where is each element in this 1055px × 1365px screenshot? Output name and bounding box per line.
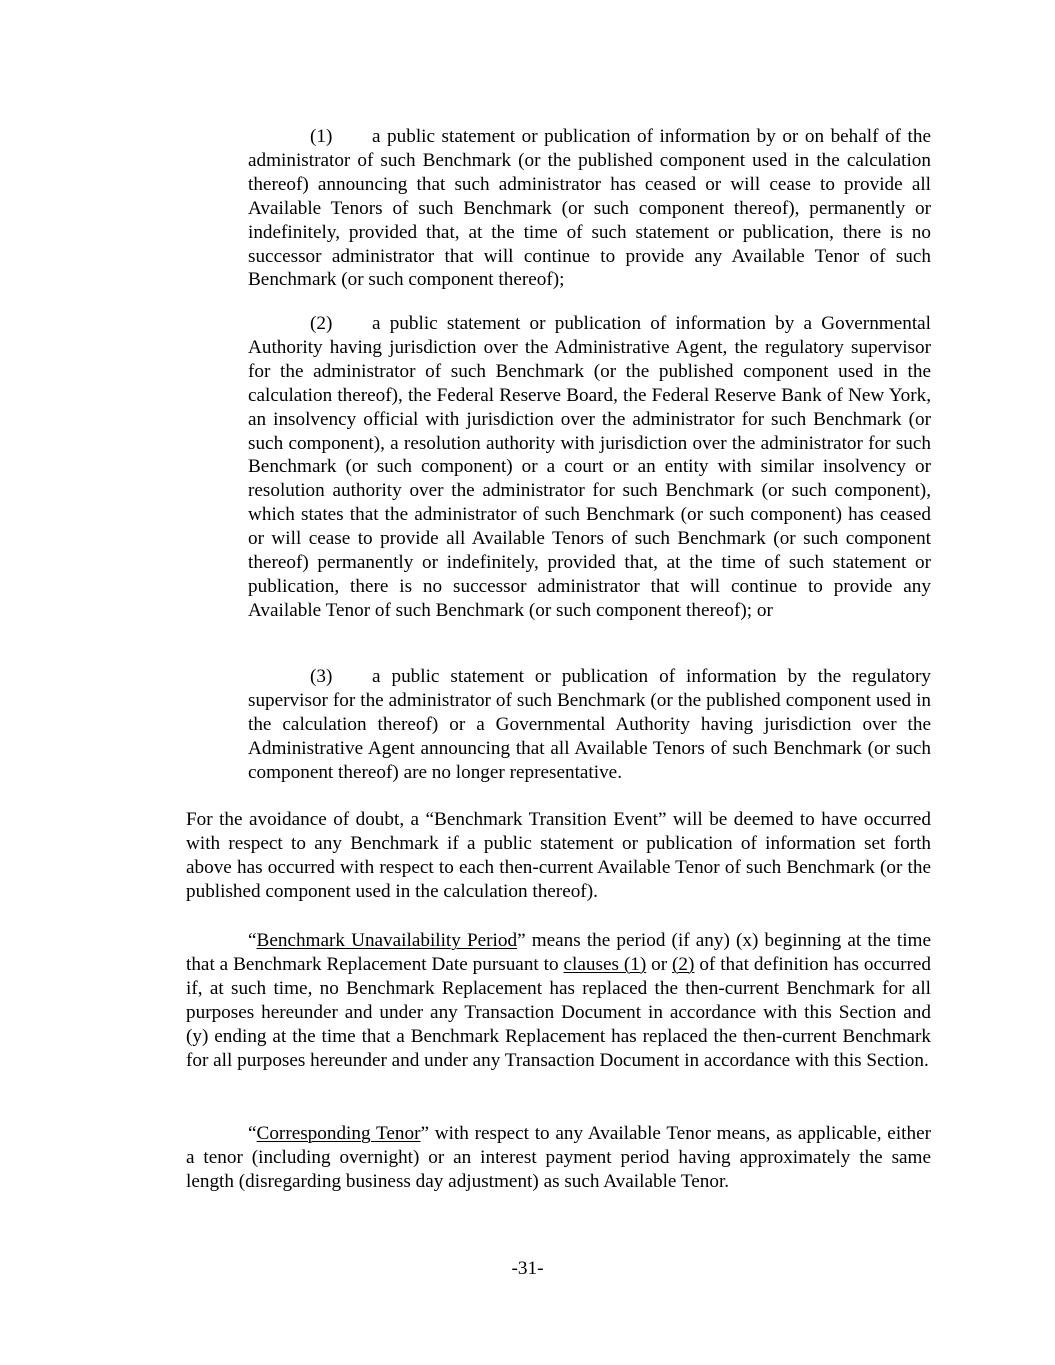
defined-term: Benchmark Unavailability Period [256, 930, 518, 951]
clause-text: a public statement or publication of information by or on behalf of the administrator of such Benchmark (or the published component used in the calculation thereof) announcing that such administrator has ceased or will cease to provide all Available Tenors of such Benchmark (or such component thereof), permanently or indefinitely, provided that, at the time of such statement or publication, there is no successor administrator that will continue to provide any Available Tenor of such Benchmark (or such component thereof); [248, 126, 931, 291]
clause-reference: (2) [672, 953, 695, 975]
definition-corresponding-tenor [186, 1122, 931, 1194]
definition-text: of that definition has occurred if, at such time, no Benchmark Replacement has replaced the then-current Benchmark for all purposes hereunder and under any Transaction Document in accordance with this Section and (y) ending at the time that a Benchmark Replacement has replaced the then-current Benchmark for all purposes hereunder and under any Transaction Document in accordance with this Section. [186, 953, 932, 1071]
open-quote: “ [248, 1123, 257, 1144]
definition-text: ” with respect to any Available Tenor means, as applicable, either a tenor (including overnight) or an interest payment period having approximately the same length (disregarding business day adjustment) as such Available Tenor. [186, 1123, 931, 1192]
definition-text: or [646, 953, 673, 975]
clause-text: a public statement or publication of information by a Governmental Authority having jurisdiction over the Administrative Agent, the regulatory supervisor for the administrator of such Benchmark (or the published component used in the calculation thereof), the Federal Reserve Board, the Federal Reserve Bank of New York, an insolvency official with jurisdiction over the administrator for such Benchmark (or such component), a resolution authority with jurisdiction over the administrator for such Benchmark (or such component) or a court or an entity with similar insolvency or resolution authority over the administrator for such Benchmark (or such component), which states that the administrator of such Benchmark (or such component) has ceased or will cease to provide all Available Tenors of such Benchmark (or such component thereof) permanently or indefinitely, provided that, at the time of such statement or publication, there is no successor administrator that will continue to provide any Available Tenor of such Benchmark (or such component thereof); or [248, 313, 931, 621]
clause-reference: clauses (1) [563, 953, 647, 975]
open-quote: “ [248, 930, 257, 951]
defined-term: Corresponding Tenor [256, 1123, 421, 1144]
clause-text: a public statement or publication of information by the regulatory supervisor for the administrator of such Benchmark (or the published component used in the calculation thereof) or a Governmental Authority having jurisdiction over the Administrative Agent announcing that all Available Tenors of such Benchmark (or such component thereof) are no longer representative. [248, 666, 931, 783]
clause-item-3 [248, 665, 931, 785]
clause-item-2 [248, 312, 931, 623]
clause-item-1 [248, 125, 931, 292]
clause-number: (2) [310, 313, 333, 334]
clause-number: (1) [310, 126, 333, 147]
page-number: -31- [511, 1258, 544, 1279]
avoidance-of-doubt-paragraph: For the avoidance of doubt, a “Benchmark Transition Event” will be deemed to have occurred with respect to any Benchmark if a public statement or publication of information set forth above has occurred with respect to each then-current Available Tenor of such Benchmark (or the published component used in the calculation thereof). [186, 809, 931, 902]
definition-text: ” means the period (if any) (x) beginning at the time that a Benchmark Replacement Date pursuant to [186, 930, 931, 975]
definition-benchmark-unavailability-period [186, 929, 931, 1072]
clause-number: (3) [310, 666, 333, 687]
